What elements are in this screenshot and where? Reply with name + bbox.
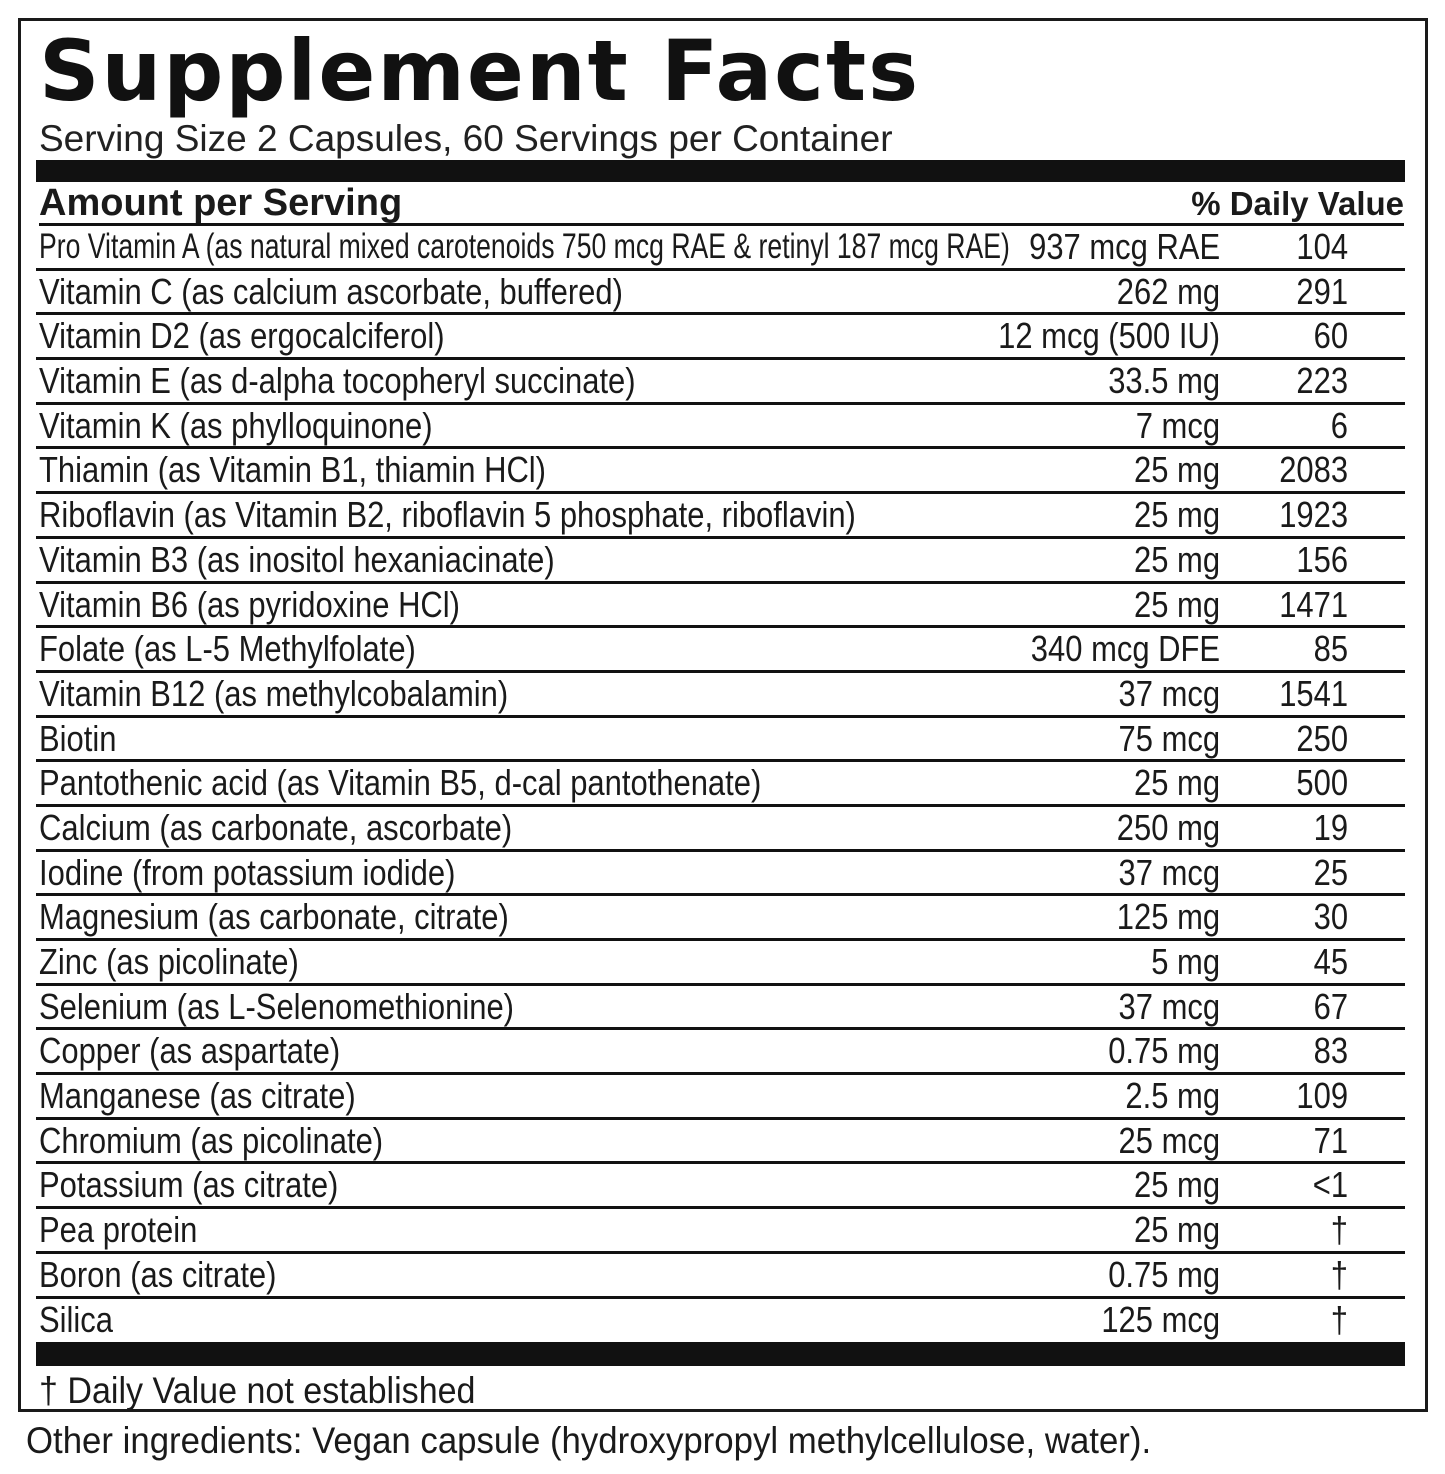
- nutrient-amount: 262 mg: [1116, 270, 1220, 312]
- nutrient-daily-value: 25: [1313, 851, 1348, 893]
- nutrient-amount: 12 mcg (500 IU): [998, 315, 1220, 357]
- nutrient-amount: 25 mg: [1133, 762, 1220, 804]
- top-divider: [36, 160, 1405, 182]
- nutrient-name: Vitamin K (as phylloquinone): [39, 404, 433, 446]
- nutrient-amount: 937 mcg RAE: [1028, 226, 1220, 267]
- nutrient-name: Iodine (from potassium iodide): [39, 851, 456, 893]
- nutrient-name: Potassium (as citrate): [39, 1164, 339, 1206]
- table-row: [36, 1254, 1405, 1299]
- table-row: [36, 628, 1405, 673]
- nutrient-daily-value: 83: [1313, 1030, 1348, 1072]
- nutrient-daily-value: †: [1330, 1253, 1348, 1295]
- bottom-divider: [36, 1342, 1405, 1366]
- table-row: [36, 584, 1405, 629]
- supplement-facts-panel: [18, 18, 1428, 1412]
- table-row: [36, 315, 1405, 360]
- table-row: [36, 360, 1405, 405]
- table-row: [36, 1120, 1405, 1165]
- table-row: [36, 226, 1405, 271]
- footnote: † Daily Value not established: [39, 1370, 476, 1411]
- nutrient-name: Vitamin B12 (as methylcobalamin): [39, 672, 509, 714]
- table-row: [36, 1030, 1405, 1075]
- table-row: [36, 896, 1405, 941]
- table-header: [39, 182, 1404, 226]
- nutrient-daily-value: 85: [1313, 628, 1348, 670]
- nutrient-daily-value: 109: [1296, 1075, 1348, 1117]
- table-row: [36, 271, 1405, 316]
- nutrient-amount: 25 mg: [1133, 449, 1220, 491]
- nutrient-daily-value: 71: [1313, 1119, 1348, 1161]
- nutrient-name: Pea protein: [39, 1209, 198, 1251]
- nutrient-daily-value: 104: [1296, 226, 1348, 267]
- table-row: [36, 762, 1405, 807]
- nutrient-daily-value: 500: [1296, 762, 1348, 804]
- table-row: [36, 449, 1405, 494]
- nutrient-amount: 340 mcg DFE: [1030, 628, 1220, 670]
- nutrient-name: Thiamin (as Vitamin B1, thiamin HCl): [39, 449, 546, 491]
- nutrient-amount: 37 mcg: [1118, 672, 1220, 714]
- table-row: [36, 539, 1405, 584]
- nutrient-amount: 75 mcg: [1118, 717, 1220, 759]
- nutrient-daily-value: †: [1330, 1209, 1348, 1251]
- nutrient-amount: 250 mg: [1116, 806, 1220, 848]
- nutrient-daily-value: 156: [1296, 538, 1348, 580]
- nutrient-amount: 25 mg: [1133, 1209, 1220, 1251]
- nutrient-daily-value: 19: [1313, 806, 1348, 848]
- table-row: [36, 405, 1405, 450]
- daily-value-label: % Daily Value: [1191, 185, 1404, 222]
- table-row: [36, 494, 1405, 539]
- nutrient-daily-value: 67: [1313, 985, 1348, 1027]
- nutrient-name: Copper (as aspartate): [39, 1030, 341, 1072]
- nutrient-name: Zinc (as picolinate): [39, 941, 299, 982]
- amount-per-serving-label: Amount per Serving: [39, 182, 403, 224]
- serving-info: Serving Size 2 Capsules, 60 Servings per Container: [39, 118, 893, 159]
- nutrient-name: Vitamin C (as calcium ascorbate, buffered): [39, 270, 623, 312]
- nutrient-name: Vitamin B3 (as inositol hexaniacinate): [39, 538, 555, 580]
- nutrient-amount: 2.5 mg: [1125, 1075, 1220, 1117]
- nutrient-amount: 25 mg: [1133, 494, 1220, 536]
- nutrient-daily-value: 1471: [1279, 583, 1348, 625]
- nutrient-amount: 0.75 mg: [1108, 1253, 1220, 1295]
- nutrient-table: [36, 226, 1405, 1343]
- table-row: [36, 1209, 1405, 1254]
- nutrient-name: Folate (as L-5 Methylfolate): [39, 628, 416, 670]
- nutrient-amount: 25 mg: [1133, 538, 1220, 580]
- nutrient-amount: 25 mcg: [1118, 1119, 1220, 1161]
- nutrient-name: Boron (as citrate): [39, 1253, 277, 1295]
- nutrient-daily-value: 45: [1313, 941, 1348, 982]
- nutrient-daily-value: 1541: [1279, 672, 1348, 714]
- nutrient-amount: 5 mg: [1151, 941, 1220, 982]
- nutrient-amount: 0.75 mg: [1108, 1030, 1220, 1072]
- table-row: [36, 852, 1405, 897]
- nutrient-name: Vitamin B6 (as pyridoxine HCl): [39, 583, 460, 625]
- nutrient-daily-value: 6: [1330, 404, 1348, 446]
- nutrient-daily-value: 1923: [1279, 494, 1348, 536]
- nutrient-name: Chromium (as picolinate): [39, 1119, 384, 1161]
- nutrient-name: Selenium (as L-Selenomethionine): [39, 985, 514, 1027]
- table-row: [36, 1299, 1405, 1344]
- nutrient-amount: 37 mcg: [1118, 851, 1220, 893]
- nutrient-amount: 125 mcg: [1101, 1298, 1220, 1340]
- nutrient-daily-value: 30: [1313, 896, 1348, 938]
- nutrient-daily-value: 250: [1296, 717, 1348, 759]
- nutrient-name: Riboflavin (as Vitamin B2, riboflavin 5 phosphate, riboflavin): [39, 494, 856, 536]
- table-row: [36, 1075, 1405, 1120]
- nutrient-amount: 37 mcg: [1118, 985, 1220, 1027]
- nutrient-daily-value: 2083: [1279, 449, 1348, 491]
- table-row: [36, 1164, 1405, 1209]
- panel-title: Supplement Facts: [39, 22, 921, 120]
- nutrient-name: Pro Vitamin A (as natural mixed carotenoids 750 mcg RAE & retinyl 187 mcg RAE): [39, 227, 1010, 266]
- nutrient-name: Vitamin D2 (as ergocalciferol): [39, 315, 445, 357]
- nutrient-name: Calcium (as carbonate, ascorbate): [39, 806, 513, 848]
- nutrient-amount: 125 mg: [1116, 896, 1220, 938]
- table-row: [36, 807, 1405, 852]
- nutrient-name: Vitamin E (as d-alpha tocopheryl succinate): [39, 360, 636, 402]
- nutrient-name: Silica: [39, 1298, 113, 1340]
- nutrient-daily-value: 60: [1313, 315, 1348, 357]
- table-row: [36, 673, 1405, 718]
- other-ingredients: Other ingredients: Vegan capsule (hydroxypropyl methylcellulose, water).: [26, 1420, 1152, 1461]
- nutrient-daily-value: 223: [1296, 360, 1348, 402]
- table-row: [36, 986, 1405, 1031]
- table-row: [36, 718, 1405, 763]
- nutrient-amount: 7 mcg: [1135, 404, 1220, 446]
- nutrient-name: Pantothenic acid (as Vitamin B5, d-cal pantothenate): [39, 762, 762, 804]
- nutrient-name: Magnesium (as carbonate, citrate): [39, 896, 509, 938]
- nutrient-daily-value: 291: [1296, 270, 1348, 312]
- nutrient-amount: 25 mg: [1133, 1164, 1220, 1206]
- table-row: [36, 941, 1405, 986]
- nutrient-name: Manganese (as citrate): [39, 1075, 356, 1117]
- nutrient-daily-value: †: [1330, 1298, 1348, 1340]
- nutrient-daily-value: <1: [1312, 1164, 1348, 1206]
- nutrient-amount: 25 mg: [1133, 583, 1220, 625]
- nutrient-amount: 33.5 mg: [1108, 360, 1220, 402]
- nutrient-name: Biotin: [39, 717, 117, 759]
